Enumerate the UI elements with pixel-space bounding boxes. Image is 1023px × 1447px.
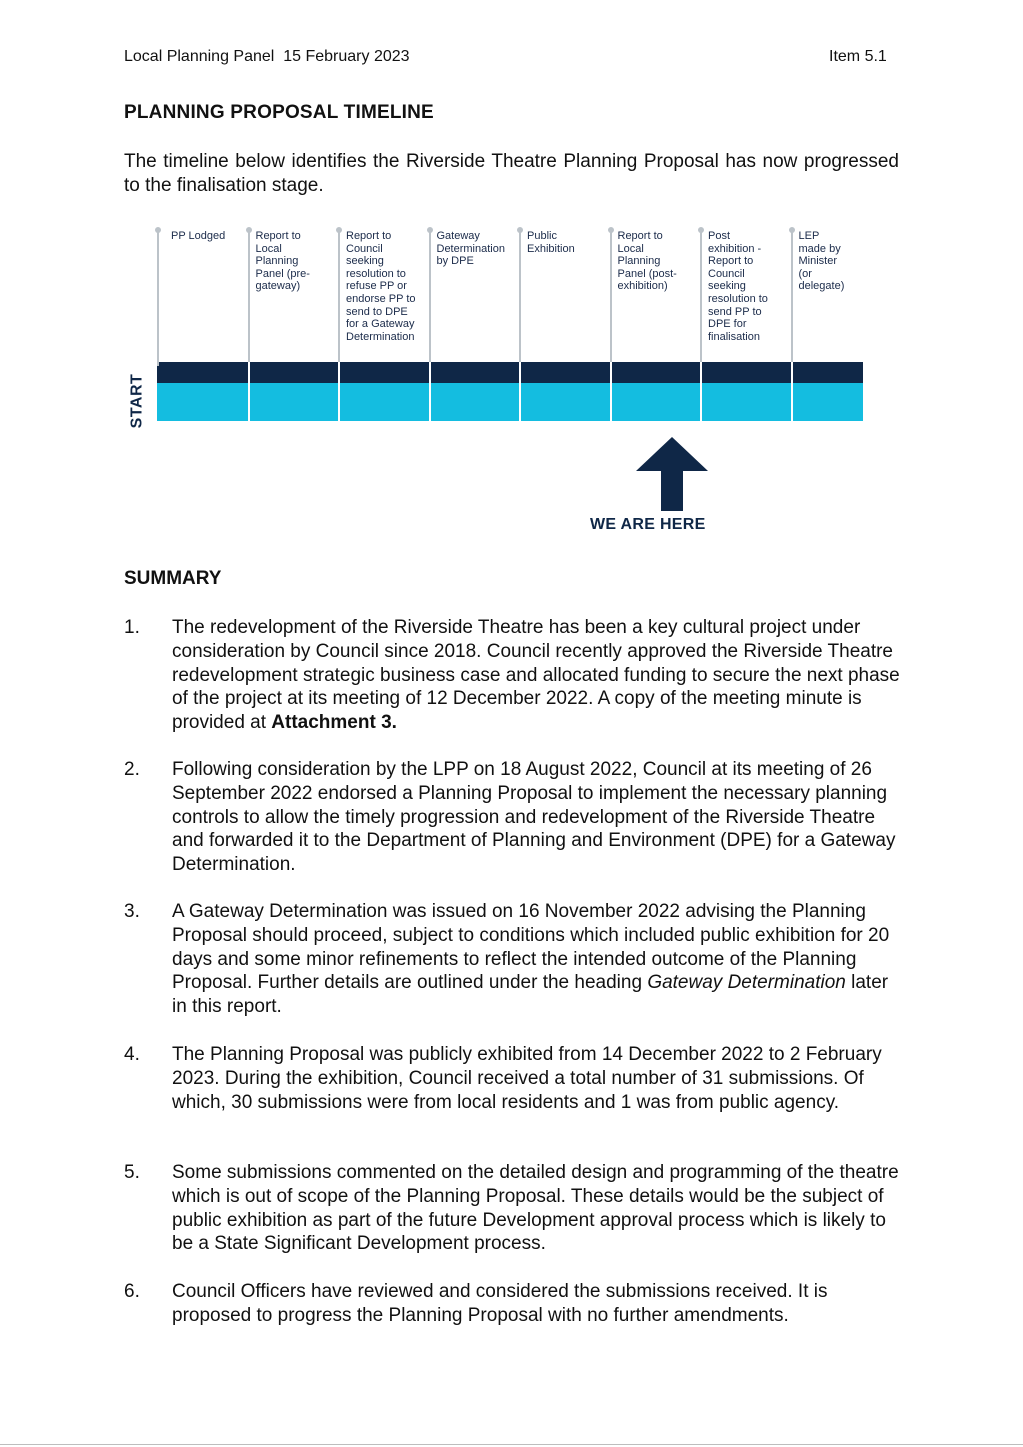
timeline-pin-dot: [698, 227, 704, 233]
timeline-pin-dot: [608, 227, 614, 233]
timeline-pin-dot: [427, 227, 433, 233]
timeline-start-label: START: [128, 373, 146, 429]
timeline-stage-pin: [519, 230, 521, 366]
item-text: The redevelopment of the Riverside Theatre has been a key cultural project under consideration by Council since 2018. Council recently approved the Riverside Theatre redevelopment strategic business case and allocated funding to secure the next phase of the project at its meeting of 12 December 2022. A copy of the meeting minute is provided at: [172, 617, 900, 734]
item-number: 2.: [124, 759, 140, 780]
timeline-segment-divider: [610, 362, 612, 421]
timeline-band-light: [157, 383, 863, 421]
summary-item: [124, 1280, 904, 1328]
timeline-segment-divider: [338, 362, 340, 421]
timeline-stage-label: Report to Local Planning Panel (pre- gateway): [255, 230, 310, 293]
we-are-here-label: WE ARE HERE: [590, 516, 706, 533]
timeline-stage-label: LEP made by Minister (or delegate): [798, 230, 845, 293]
page-title: PLANNING PROPOSAL TIMELINE: [124, 102, 434, 123]
timeline-segment-divider: [248, 362, 250, 421]
timeline-segment-divider: [791, 362, 793, 421]
summary-item: [124, 1043, 904, 1114]
timeline-stage-label: PP Lodged: [171, 230, 226, 242]
up-arrow-icon: [632, 434, 712, 514]
item-number: 5.: [124, 1162, 140, 1183]
item-text: The Planning Proposal was publicly exhibited from 14 December 2022 to 2 February 2023. During the exhibition, Council received a total number of 31 submissions. Of which, 30 submissions were from local residents and 1 was from public agency.: [172, 1044, 882, 1113]
header-panel-date: Local Planning Panel 15 February 2023: [124, 48, 410, 65]
item-number: 6.: [124, 1281, 140, 1302]
timeline-pin-dot: [246, 227, 252, 233]
summary-item: [124, 1161, 904, 1256]
header-item-number: Item 5.1: [829, 48, 887, 65]
timeline-pin-dot: [155, 227, 161, 233]
item-text: Some submissions commented on the detailed design and programming of the theatre which is out of scope of the Planning Proposal. These details would be the subject of public exhibition as part of the future Development approval process which is likely to be a State Significant Development process.: [172, 1162, 899, 1255]
attachment-reference: Attachment 3.: [271, 712, 397, 734]
summary-heading: SUMMARY: [124, 568, 222, 589]
timeline-stage-pin: [700, 230, 702, 366]
timeline-pin-dot: [336, 227, 342, 233]
timeline-stage-pin: [791, 230, 793, 366]
summary-item: [124, 900, 904, 1019]
item-text-italic: Gateway Determination: [647, 972, 846, 994]
timeline-stage-pin: [429, 230, 431, 366]
timeline-stage-label: Gateway Determination by DPE: [436, 230, 505, 268]
timeline-segment-divider: [429, 362, 431, 421]
planning-timeline: [120, 222, 880, 552]
summary-item: [124, 616, 904, 735]
timeline-pin-dot: [789, 227, 795, 233]
timeline-stage-pin: [338, 230, 340, 366]
timeline-band-dark: [157, 362, 863, 383]
timeline-stage-label: Report to Local Planning Panel (post- exhibition): [617, 230, 677, 293]
timeline-pin-dot: [517, 227, 523, 233]
page-bottom-rule: [0, 1444, 1023, 1445]
timeline-segment-divider: [519, 362, 521, 421]
summary-item: [124, 758, 904, 877]
timeline-stage-pin: [610, 230, 612, 366]
timeline-stage-label: Report to Council seeking resolution to refuse PP or endorse PP to send to DPE for a Gateway Determination: [346, 230, 416, 343]
item-text: A Gateway Determination was issued on 16 November 2022 advising the Planning Proposal should proceed, subject to conditions which included public exhibition for 20 days and some minor refinements to reflect the intended outcome of the Planning Proposal. Further details are outlined under the heading: [172, 901, 890, 994]
item-number: 4.: [124, 1044, 140, 1065]
timeline-segment-divider: [700, 362, 702, 421]
item-text: Following consideration by the LPP on 18 August 2022, Council at its meeting of 26 September 2022 endorsed a Planning Proposal to implement the necessary planning controls to allow the timely progression and redevelopment of the Riverside Theatre and forwarded it to the Department of Planning and Environment (DPE) for a Gateway Determination.: [172, 759, 896, 876]
timeline-stage-label: Post exhibition - Report to Council seeking resolution to send PP to DPE for finalisation: [708, 230, 768, 343]
item-number: 1.: [124, 617, 140, 638]
item-text: Council Officers have reviewed and considered the submissions received. It is proposed to progress the Planning Proposal with no further amendments.: [172, 1281, 828, 1326]
up-arrow-shape: [636, 437, 708, 511]
intro-paragraph: The timeline below identifies the Riverside Theatre Planning Proposal has now progressed to the finalisation stage.: [124, 151, 899, 196]
timeline-stage-pin: [157, 230, 159, 366]
item-number: 3.: [124, 901, 140, 922]
timeline-stage-label: Public Exhibition: [527, 230, 575, 255]
item-text-tail: later in this report.: [172, 972, 889, 1018]
timeline-stage-pin: [248, 230, 250, 366]
